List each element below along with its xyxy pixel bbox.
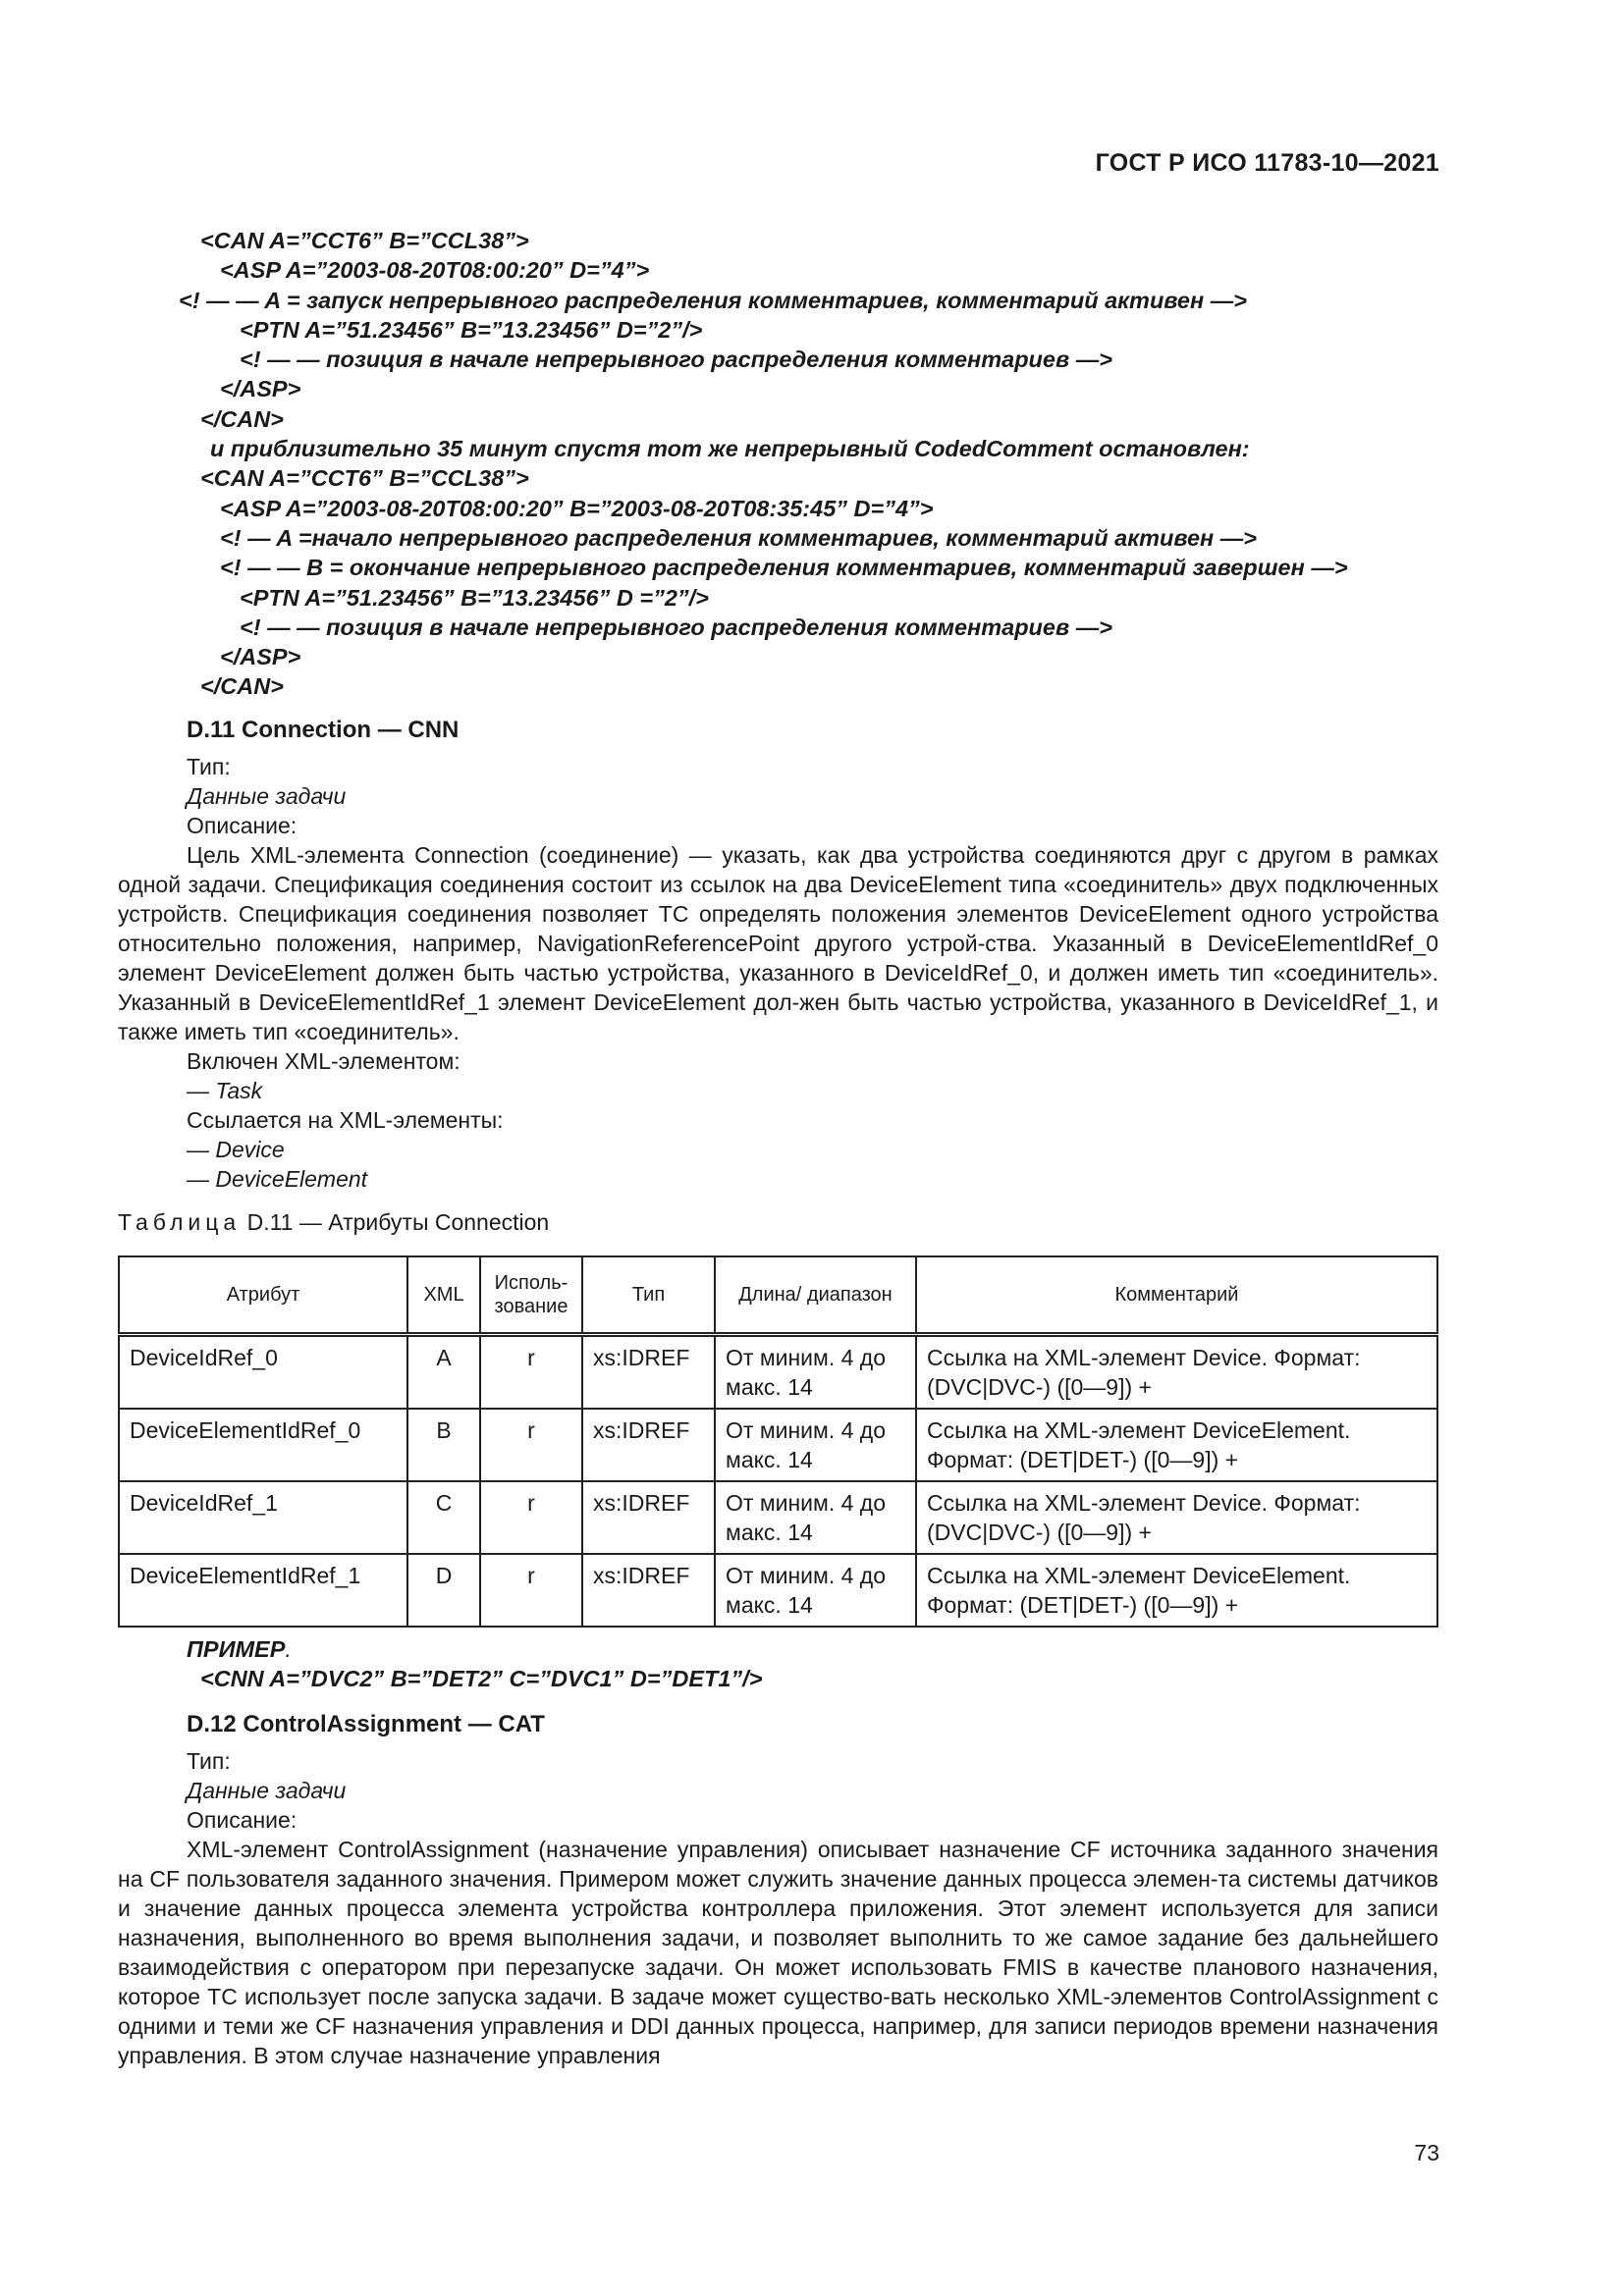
header-cell: Длина/ диапазон	[715, 1256, 916, 1335]
code-line: <! — — позиция в начале непрерывного распределения комментариев —>	[240, 614, 1112, 640]
header-cell: Тип	[582, 1256, 715, 1335]
section-heading: D.12 ControlAssignment — CAT	[187, 1711, 545, 1737]
included-label: Включен XML-элементом:	[187, 1048, 460, 1074]
cell-type: xs:IDREF	[582, 1409, 715, 1481]
table-caption-title: D.11 — Атрибуты Connection	[246, 1209, 550, 1235]
cell-comment: Ссылка на XML-элемент Device. Формат: (DVC|DVC-) ([0—9]) +	[916, 1481, 1437, 1554]
cell-xml: C	[407, 1481, 480, 1554]
example-code: <CNN A=”DVC2” B=”DET2” C=”DVC1” D=”DET1”/>	[200, 1666, 763, 1692]
cell-comment: Ссылка на XML-элемент Device. Формат: (DVC|DVC-) ([0—9]) +	[916, 1335, 1437, 1410]
table-caption	[118, 1209, 549, 1236]
type-value: Данные задачи	[187, 783, 347, 809]
table-header-row	[119, 1256, 1437, 1335]
xml-example-block	[118, 226, 1438, 702]
standard-designation: ГОСТ Р ИСО 11783-10—2021	[1095, 149, 1439, 177]
cell-attribute: DeviceIdRef_0	[119, 1335, 407, 1410]
code-line: <PTN A=”51.23456” B=”13.23456” D=”2”/>	[240, 316, 703, 343]
header-cell: XML	[407, 1256, 480, 1335]
code-line: <! — — A = запуск непрерывного распределения комментариев, комментарий активен —>	[179, 287, 1247, 313]
description-label: Описание:	[187, 1807, 298, 1833]
cell-xml: A	[407, 1335, 480, 1410]
header-cell: Комментарий	[916, 1256, 1437, 1335]
code-line: <ASP A=”2003-08-20T08:00:20” D=”4”>	[220, 257, 650, 284]
code-line: <! — — позиция в начале непрерывного распределения комментариев —>	[240, 347, 1112, 373]
reference-item: — DeviceElement	[187, 1166, 368, 1192]
cell-attribute: DeviceIdRef_1	[119, 1481, 407, 1554]
table-caption-prefix: Таблица	[118, 1209, 242, 1235]
table-row	[119, 1335, 1437, 1410]
included-item: — Task	[187, 1078, 263, 1103]
cell-xml: D	[407, 1554, 480, 1627]
cell-attribute: DeviceElementIdRef_1	[119, 1554, 407, 1627]
cell-usage: r	[480, 1409, 582, 1481]
section-heading: D.11 Connection — CNN	[187, 717, 460, 743]
example-label-line: ПРИМЕР.	[187, 1636, 292, 1662]
cell-type: xs:IDREF	[582, 1335, 715, 1410]
reference-item: — Device	[187, 1137, 285, 1162]
cell-type: xs:IDREF	[582, 1481, 715, 1554]
cell-range: От миним. 4 до макс. 14	[715, 1481, 916, 1554]
example-label: ПРИМЕР	[187, 1636, 286, 1662]
code-line: </ASP>	[220, 644, 301, 670]
code-line: </ASP>	[220, 376, 301, 402]
type-value: Данные задачи	[187, 1778, 347, 1803]
cell-usage: r	[480, 1335, 582, 1410]
code-line: <PTN A=”51.23456” B=”13.23456” D =”2”/>	[240, 584, 709, 611]
page-number: 73	[1414, 2140, 1439, 2165]
type-label: Тип:	[187, 754, 231, 779]
code-line: </CAN>	[200, 405, 284, 432]
code-line: <ASP A=”2003-08-20T08:00:20” B=”2003-08-20T08:35:45” D=”4”>	[220, 495, 934, 521]
cell-type: xs:IDREF	[582, 1554, 715, 1627]
header-cell: Исполь-зование	[480, 1256, 582, 1335]
references-label: Ссылается на XML-элементы:	[187, 1107, 504, 1133]
example-block	[118, 1634, 1438, 1694]
cell-usage: r	[480, 1481, 582, 1554]
table-row	[119, 1481, 1437, 1554]
cell-range: От миним. 4 до макс. 14	[715, 1554, 916, 1627]
cell-usage: r	[480, 1554, 582, 1627]
cell-range: От миним. 4 до макс. 14	[715, 1335, 916, 1410]
header-cell: Атрибут	[119, 1256, 407, 1335]
cell-attribute: DeviceElementIdRef_0	[119, 1409, 407, 1481]
description-text: Цель XML-элемента Connection (соединение) — указать, как два устройства соединяются друг с другом в рамках одной задачи. Спецификация соединения состоит из ссылок на два DeviceElement типа «соединитель» двух подключенных устройств. Спецификация соединения позволяет ТС определять положения элементов DeviceElement одного устройства относительно положения, например, NavigationReferencePoint другого устрой-ства. Указанный в DeviceElementIdRef_0 элемент DeviceElement должен быть частью устройства, указанного в DeviceIdRef_0, и должен иметь тип «соединитель». Указанный в DeviceElementIdRef_1 элемент DeviceElement дол-жен быть частью устройства, указанного в DeviceIdRef_1, и также иметь тип «соединитель».	[118, 842, 1438, 1044]
type-label: Тип:	[187, 1748, 231, 1774]
cell-comment: Ссылка на XML-элемент DeviceElement. Формат: (DET|DET-) ([0—9]) +	[916, 1409, 1437, 1481]
attributes-table	[118, 1255, 1438, 1628]
code-line: </CAN>	[200, 673, 284, 700]
code-comment-text: и приблизительно 35 минут спустя тот же непрерывный CodedComment остановлен:	[210, 436, 1250, 462]
cell-comment: Ссылка на XML-элемент DeviceElement. Формат: (DET|DET-) ([0—9]) +	[916, 1554, 1437, 1627]
cell-xml: B	[407, 1409, 480, 1481]
section-d11	[118, 717, 1438, 1194]
description-text: XML-элемент ControlAssignment (назначение управления) описывает назначение CF источника заданного значения на CF пользователя заданного значения. Примером может служить значение данных процесса элемен-та системы датчиков и значение данных процесса элемента устройства контроллера приложения. Этот элемент используется для записи назначения, выполненного во время выполнения задачи, и позволяет выполнить то же самое задание без дальнейшего взаимодействия с оператором при перезапуске задачи. Он может использовать FMIS в качестве планового назначения, которое ТС использует после запуска задачи. В задаче может существо-вать несколько XML-элементов ControlAssignment с одними и теми же CF назначения управления и DDI данных процесса, например, для записи периодов времени назначения управления. В этом случае назначение управления	[118, 1837, 1438, 2068]
table-row	[119, 1554, 1437, 1627]
code-line: <CAN A=”CCT6” B=”CCL38”>	[200, 228, 529, 253]
table-row	[119, 1409, 1437, 1481]
code-line: <CAN A=”CCT6” B=”CCL38”>	[200, 465, 529, 492]
code-line: <! — A =начало непрерывного распределения комментариев, комментарий активен —>	[220, 524, 1257, 551]
cell-range: От миним. 4 до макс. 14	[715, 1409, 916, 1481]
section-d12	[118, 1711, 1438, 2070]
description-label: Описание:	[187, 813, 298, 838]
code-line: <! — — B = окончание непрерывного распределения комментариев, комментарий завершен —>	[220, 555, 1348, 581]
